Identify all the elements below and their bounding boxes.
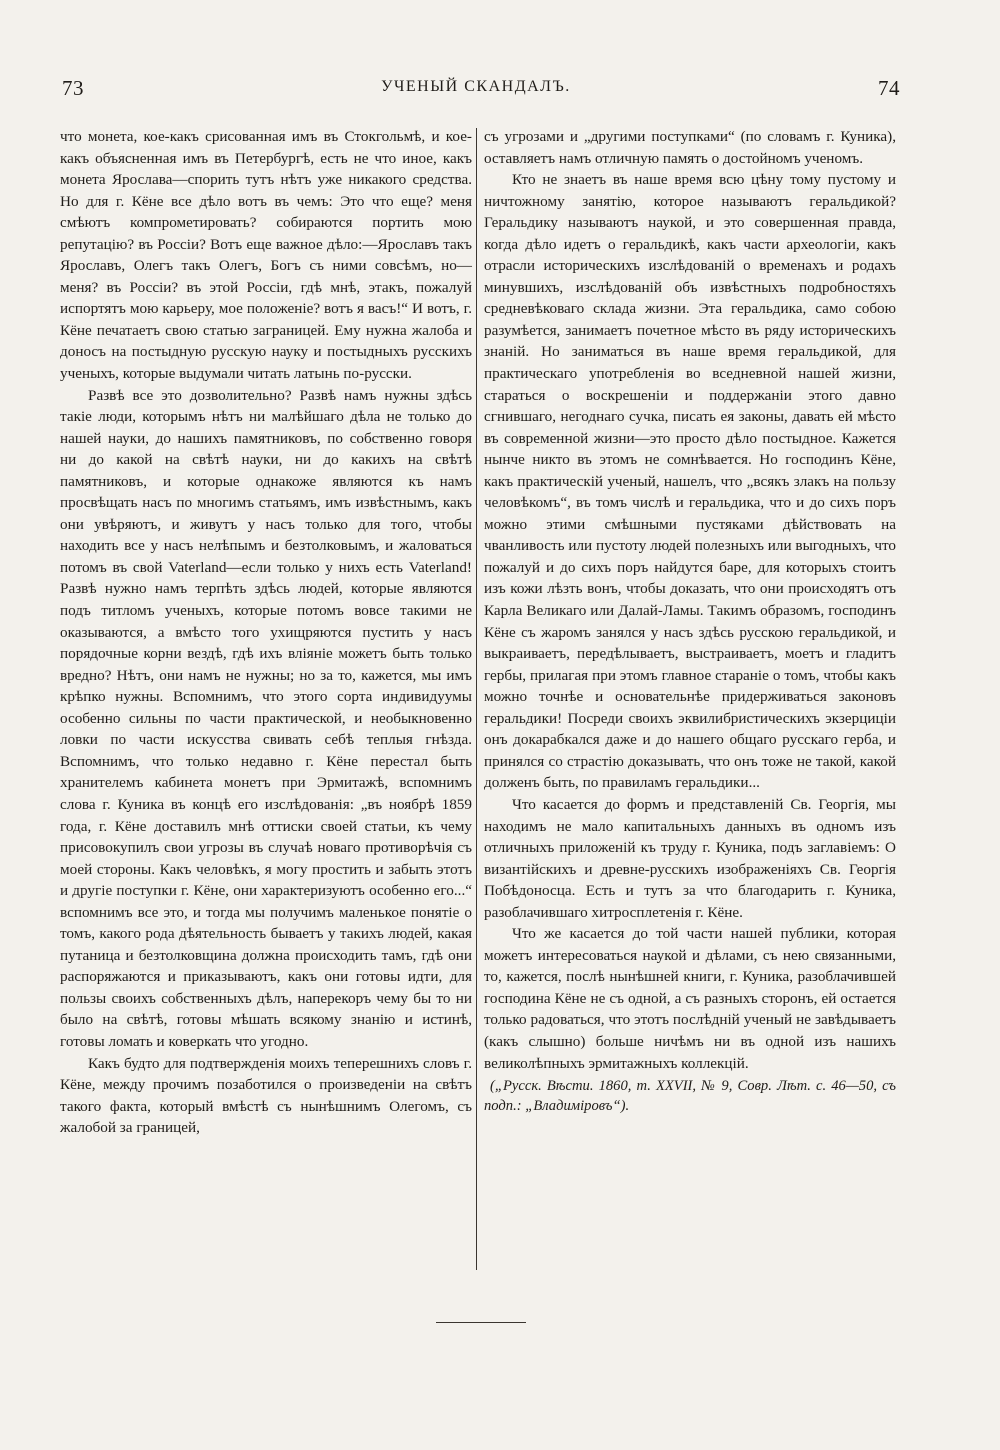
right-column [484,126,896,1116]
paragraph: Развѣ все это дозволительно? Развѣ намъ нужны здѣсь такіе люди, которымъ нѣтъ ни малѣйшаго дѣла не только до нашей науки, до нашихъ памятниковъ, по собственно говоря ни до какой на свѣтѣ науки, ни до какихъ на свѣтѣ памятниковъ, и которые однакоже являются къ намъ просвѣщать насъ по многимъ статьямъ, имъ извѣстнымъ, какъ они увѣряютъ, и живутъ у насъ только для того, чтобы находить все у насъ нелѣпымъ и безтолковымъ, и жаловаться потомъ въ свой Vaterland—если только у нихъ есть Vaterland! Развѣ нужно намъ терпѣть здѣсь людей, которые являются подъ титломъ ученыхъ, которые потомъ вовсе такими не оказываются, а вмѣсто того ухищряются пустить у насъ порядочные корни вездѣ, гдѣ ихъ вліяніе можетъ быть только вредно? Нѣтъ, они намъ не нужны; но за то, кажется, мы имъ крѣпко нужны. Вспомнимъ, что этого сорта индивидуумы особенно сильны по части практической, и необыкновенно ловки по части искусства свивать себѣ теплыя гнѣзда. Вспомнимъ, что только недавно г. Кёне перестал быть хранителемъ кабинета монетъ при Эрмитажѣ, вспомнимъ слова г. Куника въ концѣ его изслѣдованія: „въ ноябрѣ 1859 года, г. Кёне доставилъ мнѣ оттиски своей статьи, къ чему присовокупилъ свои угрозы въ случаѣ новаго противорѣчія съ моей стороны. Какъ человѣкъ, я могу простить и забыть этотъ и другіе поступки г. Кёне, они характеризуютъ особенно его...“ вспомнимъ все это, и тогда мы получимъ маленькое понятіе о томъ, какого рода дѣятельность бываетъ у такихъ людей, какая путаница и безтолковщина должна происходить тамъ, гдѣ они распоряжаются и приказываютъ, какъ они готовы идти, для пользы своихъ собственныхъ дѣлъ, наперекоръ чему бы то ни было на свѣтѣ, готовы мѣшать всякому знанію и истинѣ, готовы ломать и коверкать что угодно. [60,386,472,1050]
column-divider [476,128,477,1270]
left-column [60,126,472,1139]
page-number-right: 74 [878,76,900,100]
paragraph: Какъ будто для подтвержденія моихъ теперешнихъ словъ г. Кёне, между прочимъ позаботился о произведеніи на свѣтъ такого факта, который вмѣстѣ съ нынѣшнимъ Олегомъ, съ жалобой за границей, [60,1054,472,1137]
page-header [52,76,900,106]
running-title: УЧЕНЫЙ СКАНДАЛЪ. [381,78,571,95]
paragraph: съ угрозами и „другими поступками“ (по словамъ г. Куника), оставляетъ намъ отличную память о достойномъ ученомъ. [484,128,896,167]
end-rule [436,1322,526,1323]
paragraph: Что касается до формъ и представленій Св. Георгія, мы находимъ не мало капитальныхъ данныхъ въ одномъ изъ отличныхъ приложеній къ труду г. Куника, подъ заглавіемъ: О византійскихъ и древне-русскихъ изображеніяхъ Св. Георгія Побѣдоносца. Есть и тутъ за что благодарить г. Куника, разоблачившаго хитросплетенія г. Кёне. [484,795,896,921]
paragraph: Что же касается до той части нашей публики, которая можетъ интересоваться наукой и дѣлами, съ нею связанными, то, кажется, послѣ нынѣшней книги, г. Куника, разоблачившей господина Кёне не съ одной, а съ разныхъ сторонъ, ей остается только радоваться, что этотъ послѣдній ученый не завѣдываетъ (какъ слышно) больше ничѣмъ ни въ одной изъ нашихъ великолѣпныхъ эрмитажныхъ коллекцій. [484,925,896,1072]
paragraph: Кто не знаетъ въ наше время всю цѣну тому пустому и ничтожному занятію, которое называютъ геральдикой? Геральдику называютъ наукой, и это совершенная правда, когда дѣло идетъ о геральдикѣ, какъ части археологіи, какъ отрасли историческихъ изслѣдованій о временахъ и родахъ минувшихъ, изслѣдованій объ извѣстныхъ подробностяхъ средневѣковаго склада жизни. Эта геральдика, само собою разумѣется, занимаетъ почетное мѣсто въ ряду историческихъ знаній. Но заниматься въ наше время геральдикой, для практическаго употребленія во вседневной нашей жизни, стараться о воскрешеніи и поддержаніи этого давно сгнившаго, негоднаго сучка, писать ея законы, давать ей мѣсто въ современной жизни—это просто дѣло постыдное. Кажется нынче никто въ этомъ не сомнѣвается. Но господинъ Кёне, какъ практическій ученый, нашелъ, что „всякъ злакъ на пользу человѣкомъ“, въ томъ числѣ и геральдика, что и до сихъ поръ можно этими смѣшными пустяками дѣйствовать на чванливость или пустоту людей полезныхъ или выгодныхъ, что пожалуй и до сихъ поръ найдутся баре, для которыхъ стоитъ изъ кожи лѣзть вонъ, чтобы доказать, что они происходятъ отъ Карла Великаго или Далай-Ламы. Такимъ образомъ, господинъ Кёне съ жаромъ занялся у насъ здѣсь русскою геральдикой, и выкраиваетъ, передѣлываетъ, выстраиваетъ, моетъ и гладитъ гербы, прилагая при этомъ главное стараніе о томъ, чтобы какъ можно точнѣе и основательнѣе придерживаться законовъ геральдики! Посреди своихъ эквилибристическихъ экзерциціи онъ докарабкался даже и до нашего общаго русскаго герба, и принялся со страстію доказывать, что онъ тоже не такой, какой долженъ быть, по правиламъ геральдики... [484,171,896,792]
page-number-left: 73 [62,76,84,100]
source-citation: („Русск. Вѣсти. 1860, т. XXVII, № 9, Совр. Лѣт. с. 46—50, съ подп.: „Владиміровъ“). [484,1078,896,1115]
paragraph: что монета, кое-какъ срисованная имъ въ Стокгольмѣ, и кое-какъ объясненная имъ въ Петербургѣ, есть не что иное, какъ монета Ярослава—спорить тутъ нѣтъ уже никакого средства. Но для г. Кёне все дѣло вотъ въ чемъ: Это что еще? меня смѣютъ компрометировать? собираются портить мою репутацію? въ Россіи? Вотъ еще важное дѣло:—Ярославъ такъ Ярославъ, Олегъ такъ Олегъ, Богъ съ ними совсѣмъ, но—меня? въ Россіи? въ этой Россіи, гдѣ мнѣ, этакъ, пожалуй испортятъ мою карьеру, мое положеніе? вотъ я васъ!“ И вотъ, г. Кёне печатаетъ свою статью заграницей. Ему нужна жалоба и доносъ на постыдную русскую науку и постыдныхъ русскихъ ученыхъ, которые выдумали читать латынь по-русски. [60,128,472,383]
